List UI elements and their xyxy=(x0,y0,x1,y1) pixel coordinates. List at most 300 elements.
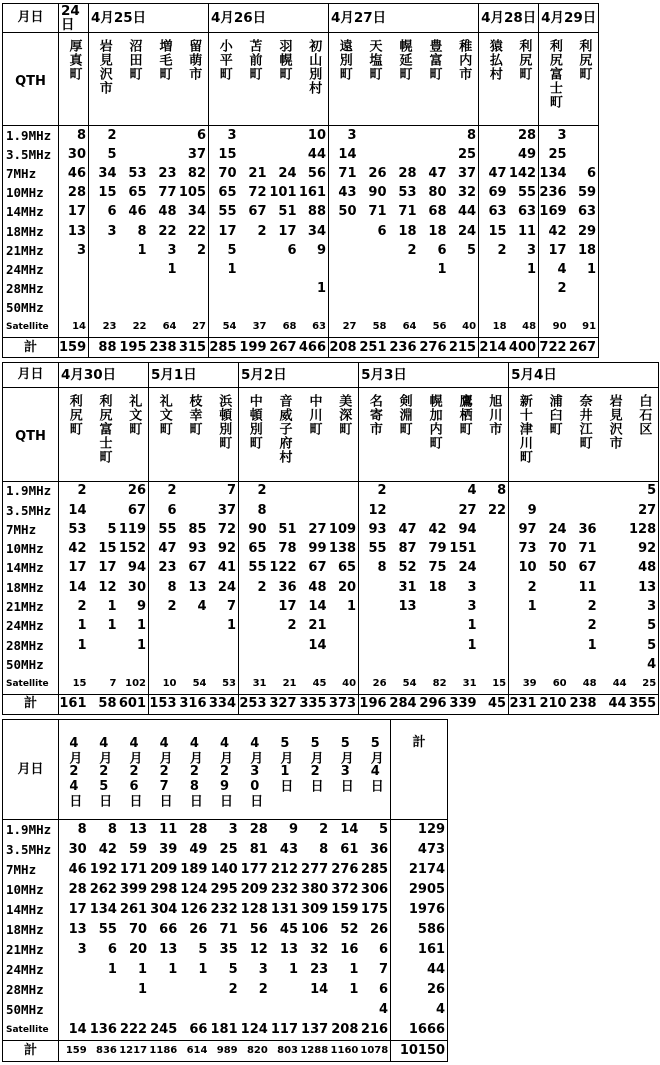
qso-count xyxy=(599,559,629,578)
qso-count: 2 xyxy=(59,481,89,501)
qso-count: 126 xyxy=(180,902,208,918)
qso-count: 43 xyxy=(279,842,298,858)
qso-count xyxy=(149,299,179,318)
band-row xyxy=(3,900,448,920)
qso-count: 39 xyxy=(509,674,539,694)
qso-count: 22 xyxy=(158,223,177,239)
qso-count: 5 xyxy=(198,942,208,958)
qso-count xyxy=(89,481,119,501)
town-name-text: 厚真町 xyxy=(66,39,82,81)
town-name-text: 奈井江町 xyxy=(576,394,592,451)
town-name-text: 利尻町 xyxy=(576,39,592,81)
qso-count xyxy=(359,655,389,674)
qso-count: 90 xyxy=(539,318,569,338)
qso-count: 18 xyxy=(398,223,417,239)
qso-count: 36 xyxy=(369,842,389,858)
band-label: 7MHz xyxy=(3,520,59,539)
band-row xyxy=(3,960,448,980)
qso-count: 92 xyxy=(217,541,237,557)
qso-count xyxy=(329,655,359,674)
band-row xyxy=(3,184,599,203)
qso-count: 49 xyxy=(189,842,208,858)
town-name xyxy=(419,388,449,482)
band-label: 28MHz xyxy=(3,280,59,299)
qso-count: 36 xyxy=(278,579,297,595)
summary-date-text: 4月25日 xyxy=(96,736,112,807)
qso-count xyxy=(179,299,209,318)
qso-count: 70 xyxy=(209,164,239,183)
band-label: 3.5MHz xyxy=(3,501,59,520)
qso-count: 55 xyxy=(517,185,537,201)
qso-count: 94 xyxy=(127,560,147,576)
band-label: 3.5MHz xyxy=(3,145,59,164)
qso-count: 67 xyxy=(188,560,207,576)
qso-count: 51 xyxy=(278,204,297,220)
qso-count xyxy=(479,578,509,597)
qso-count: 372 xyxy=(331,882,359,898)
qso-count xyxy=(299,481,329,501)
qso-count: 36 xyxy=(578,521,597,537)
qso-count: 8 xyxy=(137,223,147,239)
qso-count: 32 xyxy=(457,185,477,201)
qso-count: 34 xyxy=(307,223,326,239)
qso-count xyxy=(419,636,449,655)
qso-count xyxy=(359,617,389,636)
town-name xyxy=(449,388,479,482)
qso-count: 31 xyxy=(398,579,417,595)
qso-count: 119 xyxy=(118,521,147,537)
band-row xyxy=(3,860,448,880)
qso-count: 50 xyxy=(329,203,359,222)
qso-count: 21 xyxy=(282,678,297,690)
qso-count: 1 xyxy=(136,618,147,634)
qso-count xyxy=(119,1000,149,1020)
qso-count xyxy=(179,617,209,636)
qso-count: 25 xyxy=(539,145,569,164)
qso-count: 14 xyxy=(329,145,359,164)
total-count: 466 xyxy=(299,338,329,358)
town-name xyxy=(599,388,629,482)
qso-count: 79 xyxy=(428,541,447,557)
qso-count: 61 xyxy=(340,842,359,858)
town-name xyxy=(119,388,149,482)
qso-count xyxy=(270,980,300,1000)
qso-count: 6 xyxy=(379,982,389,998)
qso-count: 81 xyxy=(249,842,268,858)
band-row xyxy=(3,655,659,674)
qso-count: 63 xyxy=(312,321,326,333)
qso-count: 4 xyxy=(539,260,569,279)
qso-count: 1 xyxy=(467,637,477,653)
qso-count: 55 xyxy=(239,559,269,578)
total-label: 計 xyxy=(391,720,448,820)
qso-count: 18 xyxy=(428,579,447,595)
qso-count xyxy=(329,501,359,520)
town-name xyxy=(329,388,359,482)
qso-count: 25 xyxy=(642,678,657,690)
qso-count: 171 xyxy=(119,862,148,878)
qso-count: 27 xyxy=(638,502,657,518)
qso-count xyxy=(479,539,509,558)
qso-count xyxy=(359,636,389,655)
town-name-text: 中頓別町 xyxy=(246,394,262,451)
qso-count xyxy=(269,481,299,501)
qso-count xyxy=(479,299,509,318)
qso-count: 97 xyxy=(509,520,539,539)
band-label: 7MHz xyxy=(3,860,59,880)
qso-count: 67 xyxy=(578,560,597,576)
qso-count: 5 xyxy=(379,822,389,838)
qso-count: 28 xyxy=(249,822,268,838)
qso-count: 3 xyxy=(467,579,477,595)
total-count: 236 xyxy=(389,338,419,358)
total-count: 159 xyxy=(59,338,89,358)
band-label: Satellite xyxy=(3,674,59,694)
band-row xyxy=(3,820,448,841)
qso-count: 26 xyxy=(359,674,389,694)
qso-count xyxy=(329,280,359,299)
summary-date xyxy=(300,720,330,820)
qso-count: 2 xyxy=(149,481,179,501)
qso-count: 212 xyxy=(270,862,298,878)
qso-count: 6 xyxy=(89,203,119,222)
qso-count xyxy=(59,280,89,299)
total-count: 45 xyxy=(479,694,509,714)
qso-count xyxy=(359,145,389,164)
qso-count: 20 xyxy=(337,579,357,595)
qso-count: 72 xyxy=(217,521,237,537)
qso-count: 276 xyxy=(331,862,359,878)
qso-count: 23 xyxy=(158,165,177,181)
qso-count xyxy=(59,655,89,674)
town-name-text: 留萌市 xyxy=(186,39,202,81)
month-day-label: 月日 xyxy=(3,363,59,388)
town-name xyxy=(149,388,179,482)
band-row xyxy=(3,840,448,860)
band-row xyxy=(3,980,448,1000)
qso-count: 37 xyxy=(187,146,206,162)
qso-count: 3 xyxy=(77,942,87,958)
month-day-label: 月日 xyxy=(3,4,59,33)
qso-count: 15 xyxy=(479,222,509,241)
qso-count: 44 xyxy=(457,204,477,220)
qso-count: 63 xyxy=(517,204,537,220)
town-name xyxy=(239,388,269,482)
qso-count: 88 xyxy=(307,204,326,220)
qso-count: 18 xyxy=(577,242,597,258)
qso-count: 65 xyxy=(337,560,357,576)
qso-count: 8 xyxy=(239,501,269,520)
qso-count: 22 xyxy=(187,223,206,239)
qso-count: 9 xyxy=(509,501,539,520)
band-label: 50MHz xyxy=(3,299,59,318)
qso-count xyxy=(149,280,179,299)
qso-count xyxy=(330,1000,360,1020)
total-count: 153 xyxy=(149,694,179,714)
qso-count: 16 xyxy=(340,942,359,958)
qso-count: 177 xyxy=(240,862,268,878)
qso-count: 152 xyxy=(118,541,147,557)
total-count: 214 xyxy=(479,338,509,358)
qso-count xyxy=(509,617,539,636)
qso-count: 31 xyxy=(462,678,477,690)
qso-count xyxy=(539,481,569,501)
band-label: 24MHz xyxy=(3,617,59,636)
qso-count xyxy=(59,1000,89,1020)
qso-count: 32 xyxy=(310,942,329,958)
band-row xyxy=(3,520,659,539)
qso-count xyxy=(269,299,299,318)
qso-count xyxy=(209,655,239,674)
band-row xyxy=(3,636,659,655)
band-label: 14MHz xyxy=(3,203,59,222)
qso-count: 71 xyxy=(219,922,238,938)
town-name xyxy=(179,388,209,482)
qso-count: 28 xyxy=(189,822,208,838)
total-count: 339 xyxy=(449,694,479,714)
qso-count: 222 xyxy=(119,1022,148,1038)
qso-count: 306 xyxy=(360,882,389,898)
qso-count xyxy=(300,1000,330,1020)
daily-total: 1288 xyxy=(300,1041,330,1062)
qso-count: 124 xyxy=(180,882,208,898)
summary-date-text: 5月4日 xyxy=(367,736,383,792)
qso-count: 64 xyxy=(402,321,417,333)
qso-count: 6 xyxy=(149,501,179,520)
qso-count: 1 xyxy=(288,962,298,978)
qso-count xyxy=(209,1000,239,1020)
town-name-text: 稚内市 xyxy=(456,39,472,81)
qso-count: 245 xyxy=(150,1022,178,1038)
band-total: 586 xyxy=(391,920,448,940)
total-row xyxy=(3,1041,448,1062)
date-label: 4月27日 xyxy=(329,4,479,33)
band-label: 14MHz xyxy=(3,900,59,920)
qso-count: 1 xyxy=(107,618,117,634)
qso-count: 10 xyxy=(307,127,326,143)
qso-count: 29 xyxy=(577,223,597,239)
total-count: 296 xyxy=(419,694,449,714)
qso-count xyxy=(119,299,149,318)
qso-count: 50 xyxy=(548,560,567,576)
date-label: 5月2日 xyxy=(239,363,359,388)
band-row xyxy=(3,940,448,960)
total-count: 238 xyxy=(569,694,599,714)
qso-count: 66 xyxy=(189,1022,208,1038)
daily-total: 159 xyxy=(59,1041,89,1062)
total-count: 315 xyxy=(179,338,209,358)
qso-count: 1 xyxy=(59,636,89,655)
qso-count: 9 xyxy=(288,822,298,838)
qso-count: 13 xyxy=(188,579,207,595)
qso-count: 14 xyxy=(310,982,329,998)
qso-count: 12 xyxy=(98,579,117,595)
qso-count: 134 xyxy=(89,902,117,918)
band-row xyxy=(3,880,448,900)
qso-count xyxy=(419,617,449,636)
qso-count xyxy=(269,655,299,674)
town-name xyxy=(59,33,89,126)
qso-count: 262 xyxy=(89,882,117,898)
qso-count xyxy=(179,655,209,674)
qso-count xyxy=(269,636,299,655)
qso-count: 102 xyxy=(125,678,147,690)
daily-total: 1186 xyxy=(149,1041,179,1062)
total-count: 722 xyxy=(539,338,569,358)
qso-count xyxy=(269,280,299,299)
qso-count: 142 xyxy=(508,165,537,181)
qso-count: 22 xyxy=(132,321,147,333)
band-label: 24MHz xyxy=(3,960,59,980)
qso-count xyxy=(479,617,509,636)
qso-count: 46 xyxy=(59,164,89,183)
band-row xyxy=(3,539,659,558)
band-total: 161 xyxy=(391,940,448,960)
qso-count: 44 xyxy=(307,146,326,162)
qso-count: 66 xyxy=(159,922,178,938)
town-name xyxy=(209,33,239,126)
qso-count: 26 xyxy=(369,922,389,938)
summary-date-text: 4月30日 xyxy=(247,736,263,807)
total-label: 計 xyxy=(3,694,59,714)
band-row xyxy=(3,145,599,164)
qso-count xyxy=(539,617,569,636)
grand-total: 10150 xyxy=(391,1041,448,1062)
town-name xyxy=(629,388,659,482)
qso-count: 1 xyxy=(467,618,477,634)
qso-count xyxy=(299,501,329,520)
qth-row xyxy=(3,388,659,482)
qso-count: 11 xyxy=(159,822,178,838)
qso-count: 54 xyxy=(402,678,417,690)
qso-count: 14 xyxy=(59,318,89,338)
qso-count xyxy=(539,578,569,597)
qso-count xyxy=(359,299,389,318)
qso-count: 1 xyxy=(107,962,117,978)
town-name xyxy=(89,33,119,126)
qso-count: 21 xyxy=(308,618,327,634)
qso-count: 42 xyxy=(428,521,447,537)
summary-date xyxy=(179,720,209,820)
qso-count: 70 xyxy=(128,922,148,938)
band-label: 21MHz xyxy=(3,241,59,260)
qso-count xyxy=(569,655,599,674)
qso-count: 24 xyxy=(217,579,237,595)
qso-count: 71 xyxy=(578,541,597,557)
qso-count: 14 xyxy=(340,822,359,838)
total-count: 400 xyxy=(509,338,539,358)
town-name xyxy=(299,388,329,482)
qso-count: 55 xyxy=(98,922,117,938)
qso-count: 1 xyxy=(437,261,447,277)
qso-count: 2 xyxy=(359,481,389,501)
qso-count: 1 xyxy=(527,261,537,277)
qso-count xyxy=(359,260,389,279)
qso-count: 52 xyxy=(398,560,417,576)
qso-count xyxy=(240,1000,270,1020)
qso-count: 71 xyxy=(368,204,387,220)
daily-total: 836 xyxy=(89,1041,119,1062)
date-label: 5月3日 xyxy=(359,363,509,388)
qso-count xyxy=(479,126,509,146)
qso-count: 82 xyxy=(432,678,447,690)
qso-count xyxy=(329,260,359,279)
qso-count: 31 xyxy=(239,674,269,694)
town-name xyxy=(479,388,509,482)
qso-count: 77 xyxy=(158,185,177,201)
total-row xyxy=(3,694,659,714)
town-name-text: 美深町 xyxy=(336,394,352,437)
qso-count: 8 xyxy=(107,822,117,838)
date-label: 4月25日 xyxy=(89,4,209,33)
qso-count: 192 xyxy=(89,862,117,878)
qso-count xyxy=(89,299,119,318)
qso-count: 2 xyxy=(228,982,238,998)
qso-count: 175 xyxy=(360,902,389,918)
qso-count: 232 xyxy=(210,902,238,918)
qso-count xyxy=(209,636,239,655)
qso-count xyxy=(599,501,629,520)
total-count: 44 xyxy=(599,694,629,714)
qso-count: 27 xyxy=(308,521,327,537)
town-name-text: 新十津川町 xyxy=(516,394,532,465)
qso-count: 1 xyxy=(347,598,357,614)
qso-count: 5 xyxy=(467,242,477,258)
qso-count: 1 xyxy=(59,617,89,636)
qso-count: 3 xyxy=(539,126,569,146)
qso-count: 55 xyxy=(209,203,239,222)
qso-count: 23 xyxy=(310,962,329,978)
qso-count xyxy=(539,299,569,318)
qso-count: 10 xyxy=(149,674,179,694)
qso-count: 27 xyxy=(192,321,206,333)
qso-count: 71 xyxy=(329,164,359,183)
qso-count: 18 xyxy=(479,318,509,338)
band-label: 50MHz xyxy=(3,1000,59,1020)
qso-count: 28 xyxy=(59,184,89,203)
qso-count: 15 xyxy=(89,184,119,203)
qso-count: 131 xyxy=(270,902,298,918)
band-label: 18MHz xyxy=(3,222,59,241)
qso-count: 3 xyxy=(167,242,177,258)
band-label: 10MHz xyxy=(3,539,59,558)
band-row xyxy=(3,501,659,520)
qso-count xyxy=(359,241,389,260)
town-name-text: 浜頓別町 xyxy=(216,394,232,451)
town-name-text: 増毛町 xyxy=(156,39,172,81)
qso-count xyxy=(89,280,119,299)
qso-count xyxy=(419,299,449,318)
summary-date xyxy=(270,720,300,820)
qso-count: 14 xyxy=(59,501,89,520)
town-name-text: 天塩町 xyxy=(366,39,382,81)
qso-count: 17 xyxy=(68,902,87,918)
qso-count xyxy=(419,481,449,501)
qso-count xyxy=(239,299,269,318)
band-total: 4 xyxy=(391,1000,448,1020)
qso-count: 90 xyxy=(239,520,269,539)
qso-count: 2 xyxy=(587,598,597,614)
qso-count: 4 xyxy=(647,656,657,672)
qso-count: 22 xyxy=(488,502,507,518)
qso-count: 8 xyxy=(359,559,389,578)
qso-count: 47 xyxy=(428,165,447,181)
qso-count xyxy=(479,655,509,674)
qso-count xyxy=(329,222,359,241)
qso-count: 99 xyxy=(308,541,327,557)
qso-count xyxy=(329,299,359,318)
qso-count xyxy=(89,980,119,1000)
